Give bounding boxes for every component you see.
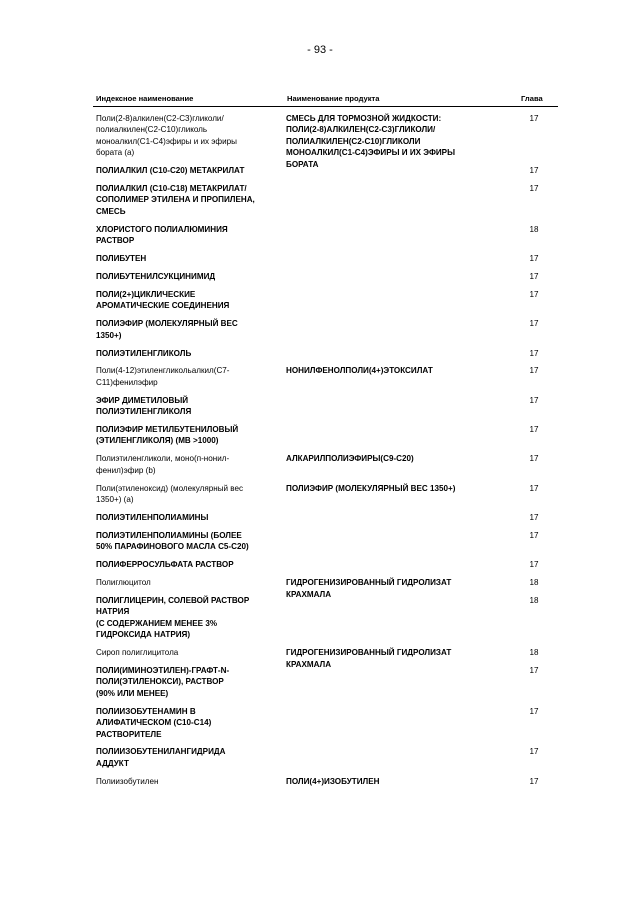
- index-name-line: ПОЛИЭТИЛЕНПОЛИАМИНЫ (БОЛЕЕ: [96, 530, 242, 540]
- index-name-line: ГИДРОКСИДА НАТРИЯ): [96, 630, 191, 640]
- table-row: [96, 271, 558, 282]
- product-name-line: БОРАТА: [286, 159, 319, 169]
- table-row: [96, 453, 558, 476]
- index-name-line: РАСТВОРИТЕЛЕ: [96, 729, 162, 739]
- index-name-cell: [96, 165, 276, 176]
- chapter-cell: 18: [529, 224, 539, 234]
- chapter-cell: 17: [529, 271, 539, 281]
- product-name-line: ПОЛИЭФИР (МОЛЕКУЛЯРНЫЙ ВЕС 1350+): [286, 483, 456, 493]
- chapter-cell: 17: [529, 425, 539, 435]
- header-chapter: Глава: [521, 94, 543, 103]
- chapter-cell: 17: [529, 395, 539, 405]
- index-name-line: ПОЛИИЗОБУТЕНИЛАНГИДРИДА: [96, 747, 226, 757]
- chapter-cell: 17: [529, 114, 539, 123]
- table-row: [96, 424, 558, 447]
- product-name-cell: [286, 113, 486, 170]
- product-name-cell: [286, 776, 486, 787]
- index-name-line: ПОЛИЭТИЛЕНГЛИКОЛЬ: [96, 348, 192, 358]
- table-row: [96, 665, 558, 699]
- index-name-line: ПОЛИФЕРРОСУЛЬФАТА РАСТВОР: [96, 560, 234, 570]
- chapter-cell: 17: [529, 319, 539, 329]
- index-name-cell: [96, 183, 276, 217]
- index-name-line: ПОЛИ(2+)ЦИКЛИЧЕСКИЕ: [96, 289, 196, 299]
- product-name-line: ПОЛИ(2-8)АЛКИЛЕН(С2-С3)ГЛИКОЛИ/: [286, 125, 436, 135]
- table-row: [96, 113, 558, 169]
- index-name-cell: [96, 424, 276, 447]
- product-name-line: ГИДРОГЕНИЗИРОВАННЫЙ ГИДРОЛИЗАТ: [286, 648, 452, 658]
- index-name-cell: [96, 224, 276, 247]
- table-row: [96, 512, 558, 523]
- table-row: [96, 365, 558, 388]
- chapter-cell: 17: [529, 776, 539, 786]
- index-name-line: (90% ИЛИ МЕНЕЕ): [96, 688, 169, 698]
- index-name-cell: [96, 253, 276, 264]
- product-name-line: КРАХМАЛА: [286, 589, 332, 599]
- index-name-cell: [96, 348, 276, 359]
- index-name-line: РАСТВОР: [96, 236, 135, 246]
- index-name-line: С11)фенилэфир: [96, 377, 158, 387]
- chapter-cell: 18: [529, 578, 539, 588]
- index-name-cell: [96, 647, 276, 658]
- table-row: [96, 595, 558, 641]
- index-name-cell: [96, 453, 276, 476]
- index-name-line: фенил)эфир (b): [96, 465, 156, 475]
- index-name-cell: [96, 577, 276, 588]
- table-row: [96, 318, 558, 341]
- chapter-cell: 17: [529, 184, 539, 194]
- index-name-line: ПОЛИЭФИР (МОЛЕКУЛЯРНЫЙ ВЕС: [96, 319, 238, 329]
- index-name-cell: [96, 512, 276, 523]
- index-name-line: Полиглюцитол: [96, 578, 151, 588]
- index-name-line: СМЕСЬ: [96, 206, 126, 216]
- table-row: [96, 559, 558, 570]
- index-name-cell: [96, 595, 276, 641]
- product-name-line: АЛКАРИЛПОЛИЭФИРЫ(С9-С20): [286, 454, 414, 464]
- index-name-line: ПОЛИБУТЕН: [96, 254, 147, 264]
- chapter-cell: 18: [529, 596, 539, 605]
- table-row: [96, 165, 558, 176]
- table-row: [96, 746, 558, 769]
- index-name-cell: [96, 318, 276, 341]
- table-row: [96, 348, 558, 359]
- product-name-line: МОНОАЛКИЛ(С1-С4)ЭФИРЫ И ИХ ЭФИРЫ: [286, 148, 455, 158]
- index-name-line: ПОЛИ(ИМИНОЭТИЛЕН)-ГРАФТ-N-: [96, 666, 230, 676]
- chapter-cell: 17: [529, 706, 539, 716]
- chapter-cell: 18: [529, 648, 539, 658]
- chapter-cell: 17: [529, 454, 539, 464]
- index-name-line: ПОЛИЭТИЛЕНГЛИКОЛЯ: [96, 407, 192, 417]
- index-name-line: АДДУКТ: [96, 758, 129, 768]
- product-name-cell: [286, 453, 486, 464]
- chapter-cell: 17: [529, 530, 539, 540]
- index-name-line: ПОЛИБУТЕНИЛСУКЦИНИМИД: [96, 271, 216, 281]
- table-row: [96, 647, 558, 669]
- index-name-line: Полиизобутилен: [96, 776, 159, 786]
- product-name-line: ПОЛИАЛКИЛЕН(С2-С10)ГЛИКОЛИ: [286, 136, 421, 146]
- index-name-line: ПОЛИЭТИЛЕНПОЛИАМИНЫ: [96, 512, 209, 522]
- chapter-cell: 17: [529, 666, 539, 676]
- product-name-line: ПОЛИ(4+)ИЗОБУТИЛЕН: [286, 776, 380, 786]
- index-name-line: СОПОЛИМЕР ЭТИЛЕНА И ПРОПИЛЕНА,: [96, 195, 255, 205]
- index-name-cell: [96, 776, 276, 787]
- table-row: [96, 253, 558, 264]
- index-name-line: НАТРИЯ: [96, 607, 130, 617]
- chapter-cell: 17: [529, 166, 539, 176]
- index-name-line: (ЭТИЛЕНГЛИКОЛЯ) (МВ >1000): [96, 436, 219, 446]
- header-index-name: Индексное наименование: [96, 94, 194, 103]
- chapter-cell: 17: [529, 254, 539, 264]
- index-name-line: 1350+): [96, 330, 122, 340]
- index-name-line: Поли(этиленоксид) (молекулярный вес: [96, 483, 244, 493]
- chapter-cell: 17: [529, 483, 539, 493]
- page-number: - 93 -: [307, 44, 333, 56]
- index-name-line: ПОЛИАЛКИЛ (С10-С20) МЕТАКРИЛАТ: [96, 166, 245, 176]
- index-name-line: бората (а): [96, 148, 135, 158]
- index-name-line: Полиэтиленгликоли, моно(п-нонил-: [96, 454, 230, 464]
- index-name-cell: [96, 395, 276, 418]
- index-name-line: ХЛОРИСТОГО ПОЛИАЛЮМИНИЯ: [96, 224, 228, 234]
- index-name-cell: [96, 113, 276, 159]
- index-name-line: ПОЛИ(ЭТИЛЕНОКСИ), РАСТВОР: [96, 677, 224, 687]
- index-name-line: Сироп полиглицитола: [96, 648, 179, 658]
- table-row: [96, 706, 558, 740]
- product-name-line: КРАХМАЛА: [286, 659, 332, 669]
- table-row: [96, 289, 558, 312]
- chapter-cell: 17: [529, 289, 539, 299]
- table-row: [96, 776, 558, 787]
- index-name-cell: [96, 559, 276, 570]
- index-name-cell: [96, 483, 276, 506]
- table-row: [96, 483, 558, 506]
- header-product-name: Наименование продукта: [287, 94, 380, 103]
- substance-table: [96, 113, 558, 794]
- chapter-cell: 17: [529, 560, 539, 570]
- index-name-cell: [96, 746, 276, 769]
- index-name-line: ПОЛИИЗОБУТЕНАМИН В: [96, 706, 196, 716]
- index-name-line: (С СОДЕРЖАНИЕМ МЕНЕЕ 3%: [96, 618, 218, 628]
- index-name-line: моноалкил(С1-С4)эфиры и их эфиры: [96, 136, 237, 146]
- product-name-cell: [286, 483, 486, 494]
- index-name-line: ПОЛИЭФИР МЕТИЛБУТЕНИЛОВЫЙ: [96, 425, 239, 435]
- chapter-cell: 17: [529, 512, 539, 522]
- index-name-line: ПОЛИГЛИЦЕРИН, СОЛЕВОЙ РАСТВОР: [96, 596, 250, 605]
- table-row: [96, 395, 558, 418]
- index-name-line: 50% ПАРАФИНОВОГО МАСЛА С5-С20): [96, 542, 249, 552]
- index-name-line: АЛИФАТИЧЕСКОМ (С10-С14): [96, 718, 212, 728]
- table-row: [96, 224, 558, 247]
- table-header: [93, 94, 558, 107]
- index-name-cell: [96, 365, 276, 388]
- index-name-cell: [96, 706, 276, 740]
- product-name-line: ГИДРОГЕНИЗИРОВАННЫЙ ГИДРОЛИЗАТ: [286, 578, 452, 588]
- table-row: [96, 183, 558, 217]
- index-name-line: ПОЛИАЛКИЛ (С10-С18) МЕТАКРИЛАТ/: [96, 184, 247, 194]
- product-name-line: НОНИЛФЕНОЛПОЛИ(4+)ЭТОКСИЛАТ: [286, 366, 433, 376]
- index-name-line: ЭФИР ДИМЕТИЛОВЫЙ: [96, 395, 189, 405]
- index-name-cell: [96, 530, 276, 553]
- product-name-line: СМЕСЬ ДЛЯ ТОРМОЗНОЙ ЖИДКОСТИ:: [286, 114, 442, 123]
- index-name-cell: [96, 665, 276, 699]
- index-name-line: Поли(2-8)алкилен(С2-С3)гликоли/: [96, 114, 224, 123]
- index-name-cell: [96, 289, 276, 312]
- index-name-cell: [96, 271, 276, 282]
- index-name-line: 1350+) (а): [96, 495, 134, 505]
- product-name-cell: [286, 365, 486, 376]
- table-row: [96, 577, 558, 599]
- table-row: [96, 530, 558, 553]
- chapter-cell: 17: [529, 366, 539, 376]
- index-name-line: Поли(4-12)этиленгликольалкил(С7-: [96, 366, 230, 376]
- index-name-line: АРОМАТИЧЕСКИЕ СОЕДИНЕНИЯ: [96, 301, 230, 311]
- chapter-cell: 17: [529, 348, 539, 358]
- chapter-cell: 17: [529, 747, 539, 757]
- index-name-line: полиалкилен(С2-С10)гликоль: [96, 125, 208, 135]
